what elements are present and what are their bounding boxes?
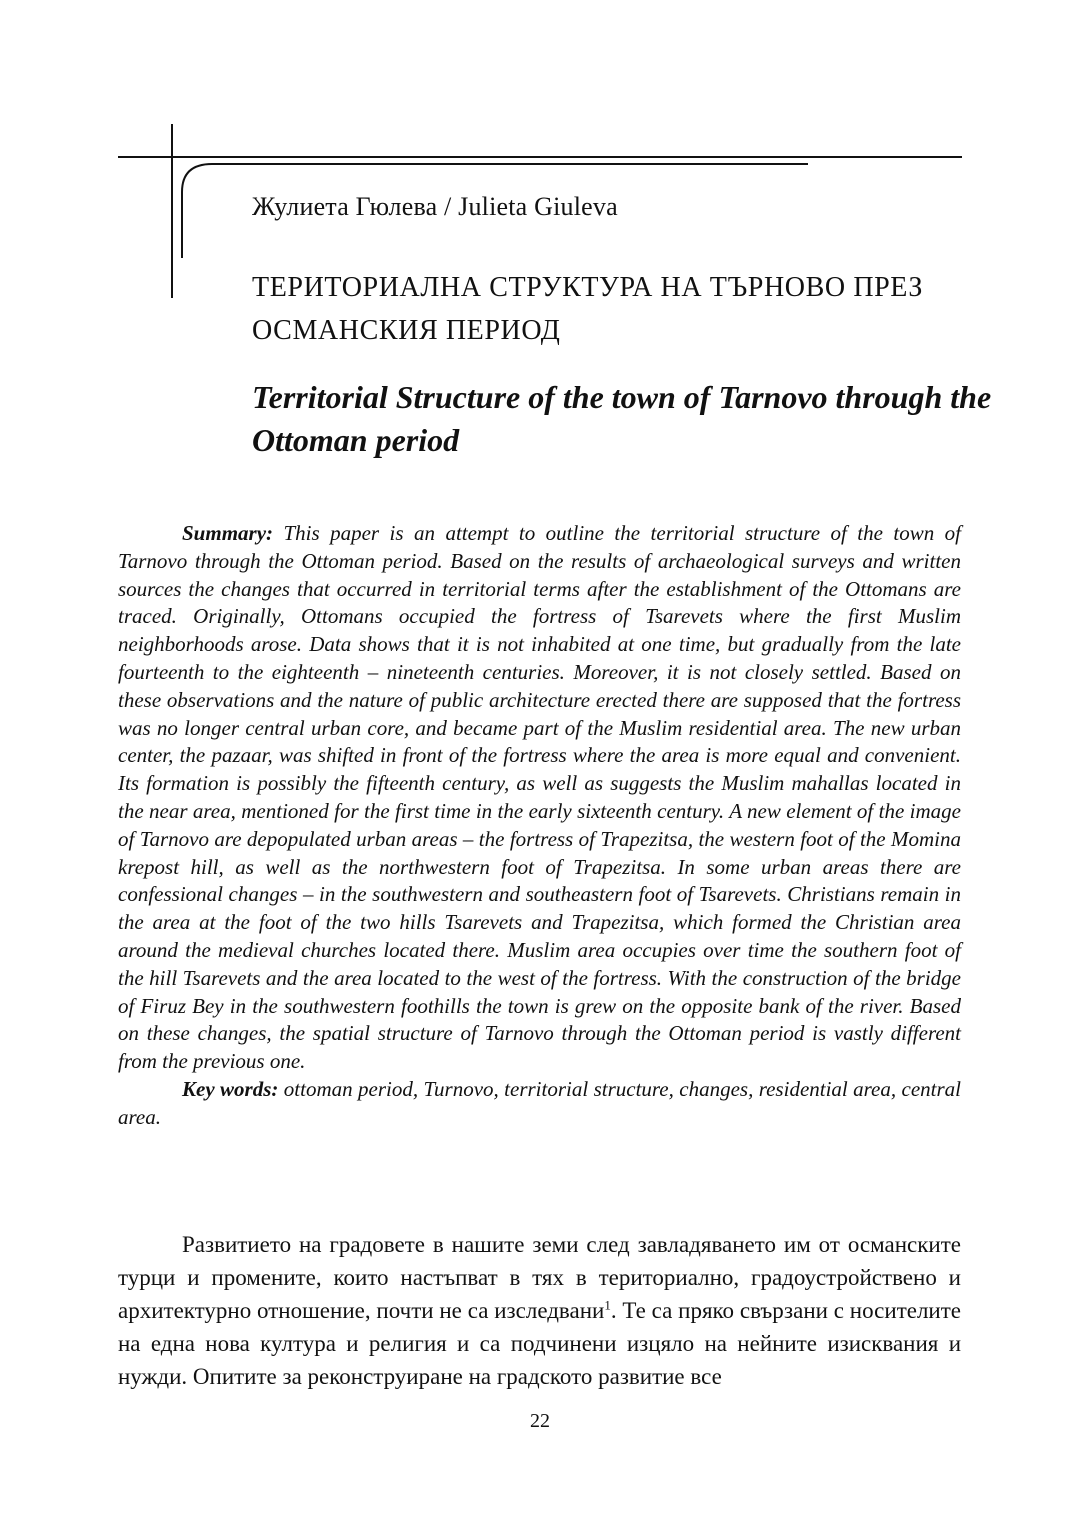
keywords-paragraph xyxy=(118,1076,961,1132)
footnote-reference[interactable]: 1 xyxy=(604,1297,611,1313)
summary-text: This paper is an attempt to outline the territorial structure of the town of Tarnovo through the Ottoman period. Based on the results of archaeological surveys and written sources the changes that occurred in territorial terms after the establishment of the Ottomans are traced. Originally, Ottomans occupied the fortress of Tsarevets where the first Muslim neighborhoods arose. Data shows that it is not inhabited at one time, but gradually from the late fourteenth to the eighteenth – nineteenth centuries. Moreover, it is not closely settled. Based on these observations and the nature of public architecture erected there are supposed that the fortress was no longer central urban core, and became part of the Muslim residential area. The new urban center, the pazaar, was shifted in front of the fortress where the area is more equal and convenient. Its formation is possibly the fifteenth century, as well as suggests the Muslim mahallas located in the near area, mentioned for the first time in the early sixteenth century. A new element of the image of Tarnovo are depopulated urban areas – the fortress of Trapezitsa, the western foot of the Momina krepost hill, as well as the northwestern foot of Trapezitsa. In some urban areas there are confessional changes – in the southwestern and southeastern foot of Tsarevets. Christians remain in the area at the foot of the two hills Tsarevets and Trapezitsa, which formed the Christian area around the medieval churches located there. Muslim area occupies over time the southern foot of the hill Tsarevets and the area located to the west of the fortress. With the construction of the bridge of Firuz Bey in the southwestern foothills the town is grew on the opposite bank of the river. Based on these changes, the spatial structure of Tarnovo through the Ottoman period is vastly different from the previous one. xyxy=(118,521,962,1074)
article-title-bulgarian: ТЕРИТОРИАЛНА СТРУКТУРА НА ТЪРНОВО ПРЕЗ ОСМАНСКИЯ ПЕРИОД xyxy=(252,272,923,346)
author-name: Жулиета Гюлева / Julieta Giuleva xyxy=(252,192,618,221)
keywords-label: Key words: xyxy=(182,1076,279,1101)
page-number: 22 xyxy=(530,1410,550,1432)
keywords-text: ottoman period, Turnovo, territorial structure, changes, residential area, central area. xyxy=(118,1076,961,1129)
body-paragraph xyxy=(118,1228,961,1393)
article-title-english: Territorial Structure of the town of Tarnovo through the Ottoman period xyxy=(252,379,992,458)
body-text-start: Развитието на градовете в нашите земи след завладяването им от османските турци и промените, които настъпват в тях в териториално, градоустройствено и архитектурно отношение, почти не са изследвани xyxy=(118,1232,961,1323)
summary-paragraph xyxy=(118,520,961,1076)
body-text-end: . Те са пряко свързани с носителите на една нова култура и религия и са подчинени изцяло на нейните изисквания и нужди. Опитите за реконструиране на градското развитие все xyxy=(118,1298,962,1389)
summary-label: Summary: xyxy=(182,521,274,545)
abstract xyxy=(118,520,961,1132)
